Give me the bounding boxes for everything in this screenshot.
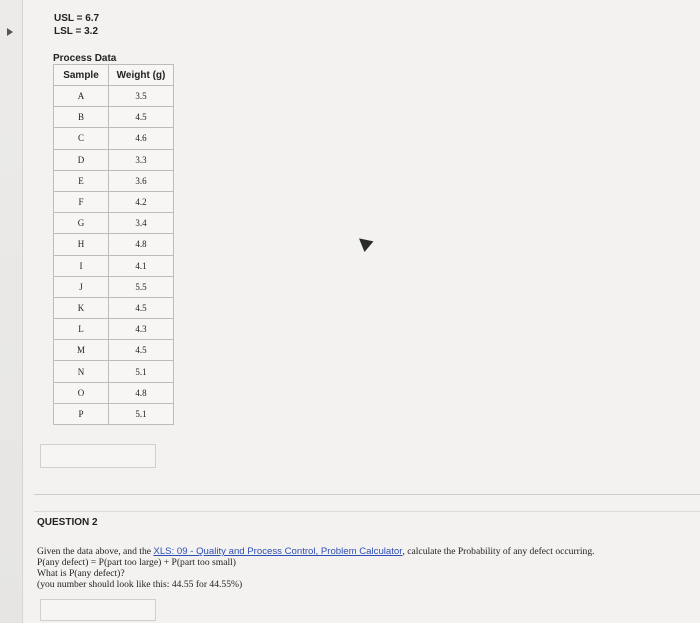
left-sidebar-strip xyxy=(0,0,23,623)
table-row xyxy=(54,361,174,382)
question-body xyxy=(37,546,697,590)
question-text-post: , calculate the Probability of any defect occurring. xyxy=(402,546,595,557)
question-line-1 xyxy=(37,546,697,557)
table-row xyxy=(54,213,174,234)
sample-cell: G xyxy=(54,213,109,234)
table-row xyxy=(54,128,174,149)
weight-cell: 4.8 xyxy=(109,382,174,403)
sample-cell: D xyxy=(54,149,109,170)
table-row xyxy=(54,255,174,276)
table-row xyxy=(54,319,174,340)
sample-cell: K xyxy=(54,297,109,318)
weight-cell: 4.1 xyxy=(109,255,174,276)
weight-cell: 4.5 xyxy=(109,297,174,318)
sample-cell: C xyxy=(54,128,109,149)
weight-cell: 5.1 xyxy=(109,361,174,382)
process-data-table xyxy=(53,64,174,425)
divider xyxy=(34,494,700,495)
sample-cell: B xyxy=(54,107,109,128)
divider xyxy=(34,511,700,512)
sample-cell: A xyxy=(54,86,109,107)
table-row xyxy=(54,149,174,170)
sample-cell: E xyxy=(54,170,109,191)
question-heading: QUESTION 2 xyxy=(37,517,98,528)
sample-cell: P xyxy=(54,403,109,424)
weight-cell: 3.5 xyxy=(109,86,174,107)
question-1-answer-input[interactable] xyxy=(40,444,156,468)
expand-arrow-icon[interactable] xyxy=(7,28,13,36)
question-line-3: What is P(any defect)? xyxy=(37,568,125,579)
sample-cell: N xyxy=(54,361,109,382)
question-line-2: P(any defect) = P(part too large) + P(part too small) xyxy=(37,557,236,568)
table-row xyxy=(54,403,174,424)
sample-cell: O xyxy=(54,382,109,403)
weight-cell: 4.5 xyxy=(109,107,174,128)
table-row xyxy=(54,170,174,191)
weight-cell: 4.8 xyxy=(109,234,174,255)
mouse-cursor-icon xyxy=(355,233,374,252)
calculator-link[interactable]: XLS: 09 - Quality and Process Control, Problem Calculator xyxy=(153,546,403,557)
table-row xyxy=(54,276,174,297)
question-text-pre: Given the data above, and the xyxy=(37,546,154,557)
weight-cell: 4.6 xyxy=(109,128,174,149)
weight-cell: 3.4 xyxy=(109,213,174,234)
question-2-answer-input[interactable] xyxy=(40,599,156,621)
process-data-title: Process Data xyxy=(53,53,117,64)
sample-cell: L xyxy=(54,319,109,340)
sample-cell: I xyxy=(54,255,109,276)
weight-cell: 4.5 xyxy=(109,340,174,361)
table-header-row xyxy=(54,65,174,86)
table-row xyxy=(54,382,174,403)
table-row xyxy=(54,107,174,128)
sample-cell: M xyxy=(54,340,109,361)
question-line-4: (you number should look like this: 44.55 for 44.55%) xyxy=(37,579,243,590)
sample-cell: H xyxy=(54,234,109,255)
weight-cell: 5.1 xyxy=(109,403,174,424)
table-row xyxy=(54,297,174,318)
spec-limits xyxy=(54,12,99,38)
sample-header: Sample xyxy=(54,65,109,86)
usl-text: USL = 6.7 xyxy=(54,13,100,24)
sample-cell: J xyxy=(54,276,109,297)
weight-cell: 4.3 xyxy=(109,319,174,340)
sample-cell: F xyxy=(54,191,109,212)
weight-cell: 5.5 xyxy=(109,276,174,297)
weight-cell: 4.2 xyxy=(109,191,174,212)
table-row xyxy=(54,340,174,361)
weight-cell: 3.6 xyxy=(109,170,174,191)
weight-header: Weight (g) xyxy=(109,65,174,86)
table-row xyxy=(54,86,174,107)
lsl-text: LSL = 3.2 xyxy=(54,26,99,37)
table-row xyxy=(54,191,174,212)
table-row xyxy=(54,234,174,255)
weight-cell: 3.3 xyxy=(109,149,174,170)
